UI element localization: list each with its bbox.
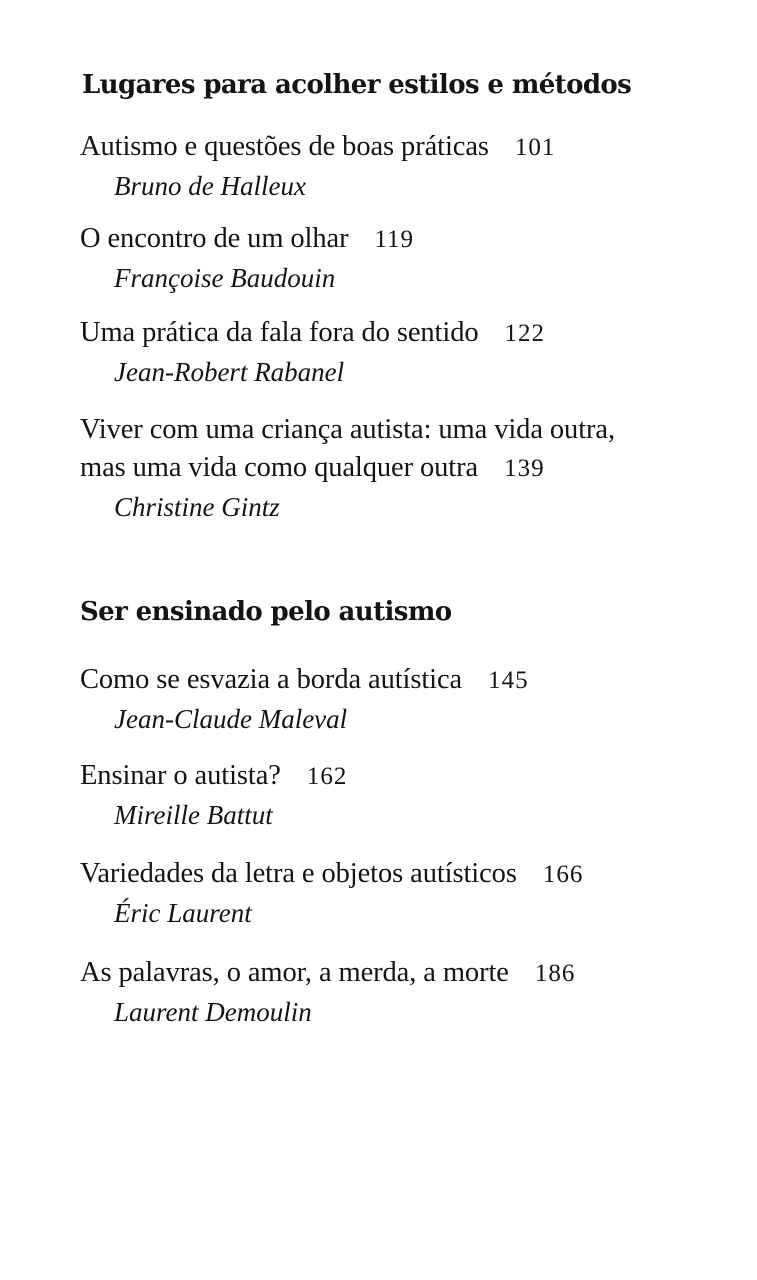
page-number: 119	[374, 226, 415, 253]
toc-entry[interactable]	[80, 757, 347, 834]
entry-author: Mireille Battut	[114, 800, 273, 830]
entry-title-line	[80, 954, 575, 993]
entry-title: O encontro de um olhar	[80, 223, 349, 254]
entry-author: Bruno de Halleux	[114, 171, 306, 201]
entry-title-line	[80, 128, 555, 167]
entry-author: Françoise Baudouin	[114, 263, 336, 293]
toc-entry[interactable]	[80, 411, 615, 526]
toc-entry[interactable]	[80, 314, 545, 391]
entry-title: Viver com uma criança autista: uma vida outra,	[80, 414, 615, 445]
page-number: 186	[534, 960, 576, 987]
page-number: 101	[514, 134, 556, 161]
entry-title: Variedades da letra e objetos autísticos	[80, 858, 517, 889]
toc-entry[interactable]	[80, 661, 529, 738]
entry-title: As palavras, o amor, a merda, a morte	[80, 957, 509, 988]
entry-author: Éric Laurent	[114, 898, 252, 928]
entry-title-line	[80, 220, 414, 259]
entry-title-line	[80, 661, 529, 700]
entry-title: Ensinar o autista?	[80, 760, 281, 791]
entry-title-line	[80, 449, 615, 488]
entry-title: Como se esvazia a borda autística	[80, 664, 463, 695]
entry-author: Christine Gintz	[114, 492, 280, 522]
entry-title: Uma prática da fala fora do sentido	[80, 317, 479, 348]
toc-entry[interactable]	[80, 954, 575, 1031]
page-number: 166	[542, 861, 584, 888]
entry-title-line	[80, 855, 583, 894]
page-number: 145	[488, 667, 529, 694]
entry-author: Laurent Demoulin	[114, 997, 312, 1027]
toc-entry[interactable]	[80, 128, 555, 205]
entry-title: mas uma vida como qualquer outra	[80, 452, 479, 483]
entry-title-line	[80, 411, 615, 449]
toc-entry[interactable]	[80, 220, 414, 297]
entry-author: Jean-Claude Maleval	[114, 704, 348, 734]
section-title: Lugares para acolher estilos e métodos	[82, 70, 632, 100]
toc-entry[interactable]	[80, 855, 583, 932]
page-number: 122	[504, 320, 545, 347]
entry-title-line	[80, 314, 545, 353]
entry-title-line	[80, 757, 347, 796]
entry-author: Jean-Robert Rabanel	[114, 357, 345, 387]
section-title: Ser ensinado pelo autismo	[80, 597, 452, 627]
page-number: 162	[306, 763, 348, 790]
entry-title: Autismo e questões de boas práticas	[80, 131, 489, 162]
page-number: 139	[504, 455, 545, 482]
